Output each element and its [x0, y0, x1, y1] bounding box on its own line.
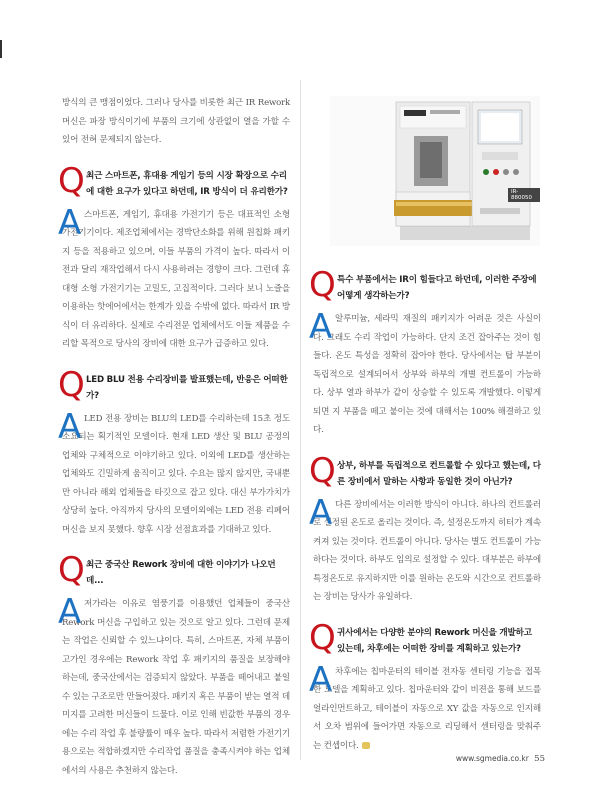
question-text: 최근 스마트폰, 휴대용 게임기 등의 시장 확장으로 수리에 대한 요구가 있다고 하던데, IR 방식이 더 유리한가?: [86, 170, 288, 197]
answer: [58, 406, 290, 540]
answer: [58, 592, 290, 780]
answer-text: LED 전용 장비는 BLU의 LED를 수리하는데 15초 정도 소요되는 획기적인 모델이다. 현재 LED 생산 및 BLU 공정의 업체와 구체적으로 이야기하고 있다. 이외에 LED를 생산하는 업체와도 긴밀하게 움직이고 있다. 수요는 많지 않지만, 국내뿐만 아니라 해외 업체들을 타깃으로 잡고 있다. 대신 부가가치가 상당히 높다. 아직까지 당사의 모델이외에는 LED 전용 리페어 머신을 보지 못했다. 향후 시장 선점효과를 기대하고 있다.: [62, 413, 290, 535]
end-mark-icon: [362, 742, 370, 749]
qa-block-4: [309, 265, 541, 440]
a-mark: A: [58, 406, 82, 447]
answer: [309, 307, 541, 440]
page-number: 55: [534, 754, 545, 764]
model-label: IR-880050: [508, 188, 540, 202]
question-text: 상부, 하부를 독립적으로 컨트롤할 수 있다고 했는데, 다른 장비에서 말하는 사항과 동일한 것이 아닌가?: [337, 460, 541, 487]
question-text: 최근 중국산 Rework 장비에 대한 이야기가 나오던데...: [86, 560, 276, 586]
qa-block-5: [309, 450, 541, 607]
answer: [309, 492, 541, 607]
question-text: 특수 부품에서는 IR이 힘들다고 하던데, 이러한 주장에 어떻게 생각하는가?: [337, 275, 537, 301]
a-mark: A: [58, 592, 82, 632]
a-mark: A: [309, 659, 333, 700]
qa-block-2: [58, 364, 290, 540]
question: [58, 550, 290, 593]
page-footer: [456, 754, 545, 764]
answer-text: 알루미늄, 세라믹 재질의 패키지가 어려운 것은 사실이다. 그래도 수리 작업이 가능하다. 단지 조건 잡아주는 것이 힘들다. 온도 특성을 정확히 잡아야 한다. 당사에서는 탑 부분이 독립적으로 설계되어서 상부와 하부의 개별 컨트롤이 가능하다. 상부 열과 하부가 같이 상승할 수 있도록 개발했다. 이렇게 되면 지 부품을 떼고 붙이는 것에 대해서는 100% 해결하고 있다.: [313, 314, 541, 435]
q-mark: Q: [309, 617, 336, 658]
q-mark: Q: [309, 265, 336, 305]
question-text: 귀사에서는 다양한 분야의 Rework 머신을 개발하고 있는데, 차후에는 어떠한 장비를 계획하고 있는가?: [337, 627, 532, 654]
a-mark: A: [309, 492, 333, 533]
a-mark: A: [309, 307, 333, 347]
q-mark: Q: [58, 160, 85, 201]
answer-text: 저가라는 이유로 염풍기를 이용했던 업체들이 중국산 Rework 머신을 구입하고 있는 것으로 알고 있다. 그런데 문제는 작업은 신뢰할 수 있느냐이다. 특히, 스마트폰, 자체 부품이 고가인 경우에는 Rework 작업 후 패키지의 품질을 보장해야 하는데, 중국산에서는 검증되지 않았다. 부품을 떼어내고 붙일 수 있는 구조로만 만들어졌다. 패키지 혹은 부품이 받는 열적 데미지를 고려한 머신들이 드물다. 이로 인해 빈값한 부품의 경우에는 수리 작업 후 불량률이 매우 높다. 따라서 저렴한 가전기기용으로는 적합하겠지만 수리작업 품질을 충족시켜야 하는 업체에서의 사용은 추천하지 않는다.: [62, 599, 290, 776]
qa-block-3: [58, 550, 290, 780]
q-mark: Q: [58, 550, 85, 590]
qa-block-1: [58, 160, 290, 354]
crop-mark: [0, 40, 2, 58]
question: [309, 450, 541, 494]
qa-block-6: [309, 617, 541, 756]
question: [58, 160, 290, 204]
product-photo: [330, 96, 540, 246]
column-divider: [300, 80, 301, 760]
question: [58, 364, 290, 408]
question-text: LED BLU 전용 수리장비를 발표했는데, 반응은 어떠한가?: [86, 374, 288, 401]
answer-text: 다른 장비에서는 이러한 방식이 아니다. 하나의 컨트롤러로 설정된 온도로 올리는 것이다. 즉, 설정온도까지 히터가 계속 켜져 있는 것이다. 컨트롤이 아니다. 당사는 별도 컨트롤이 가능하다는 것이다. 하부도 임의로 설정할 수 있다. 대부분은 하부에 특정온도로 유지하지만 이를 원하는 온도와 시간으로 컨트롤하는 장비는 당사가 유일하다.: [313, 499, 541, 602]
answer-body: 차후에는 칩마운터의 테이블 전자동 센터링 기능을 접목한 모델을 계획하고 있다. 칩마운터와 같이 비젼을 통해 보드를 얼라인먼트하고, 테이블이 자동으로 XY 값을 자동으로 인지해서 오차 범위에 들어가면 자동으로 리딩해서 센터링을 맞춰주는 컨셉이다.: [313, 666, 541, 751]
q-mark: Q: [58, 364, 85, 405]
q-mark: Q: [309, 450, 336, 491]
left-column: [58, 94, 290, 780]
question: [309, 265, 541, 308]
footer-site: www.sgmedia.co.kr: [455, 754, 529, 763]
answer: [309, 659, 541, 756]
right-column: [309, 265, 541, 755]
a-mark: A: [58, 202, 82, 243]
answer: [58, 202, 290, 354]
question: [309, 617, 541, 661]
intro-paragraph: 방식의 큰 맹점이었다. 그러나 당사를 비롯한 최근 IR Rework 머신은 파장 방식이기에 부품의 크기에 상관없이 열을 가할 수 있어 전혀 문제되지 않는다.: [62, 98, 290, 145]
answer-text: [313, 663, 541, 756]
answer-text: 스마트폰, 게임기, 휴대용 가전기기 등은 대표적인 소형 가전기기이다. 제조업체에서는 경박단소화를 위해 원칩화 패키지 등을 적용하고 있으며, 이들 부품의 가격이 높다. 따라서 이전과 달리 재작업해서 다시 사용하려는 경향이 크다. 그런데 휴대형 소형 가전기기는 고밀도, 고집적이다. 그러다 보니 노즐을 이용하는 핫에어에서는 한계가 있을 수밖에 없다. 따라서 IR 방식이 더 유리하다. 실제로 수리전문 업체에서도 이들 제품을 수리할 목적으로 당사의 장비에 대한 요구가 급증하고 있다.: [62, 209, 290, 349]
rework-machine-illustration: [330, 96, 540, 246]
